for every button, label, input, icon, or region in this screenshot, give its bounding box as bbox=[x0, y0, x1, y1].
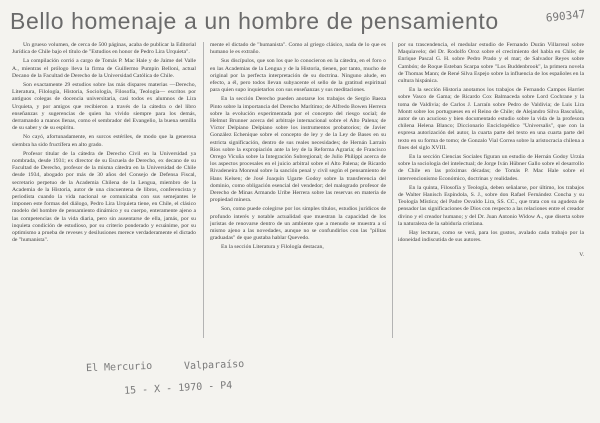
paragraph: Son exactamente 29 estudios sobre las más dispares materias —Derecho, Literatura, Filología, Historia, Sociología, Filosofía, Teología— escritos por antiguos colegas de docencia universitaria, casi todos ex alumnos de Lira Urquieta, y por amigos que recibieron a través de la cátedra o del libro enseñanzas y sugerencias de quien ha vivido siempre para los demás, derramando a manos llenas, como el sembrador del Evangelio, la buena semilla de su saber y de su espíritu. bbox=[12, 82, 196, 132]
article-column-1 bbox=[12, 42, 196, 348]
column-divider bbox=[203, 42, 204, 338]
paragraph: mente el dictado de "humanista". Como al griego clásico, nada de lo que es humano le es extraño. bbox=[210, 42, 386, 56]
paragraph: No cayó, afortunadamente, en surcos estériles, de modo que la generosa siembra ha sido fructífera en alto grado. bbox=[12, 134, 196, 148]
handwritten-date-page: 15 - X - 1970 - P4 bbox=[123, 380, 233, 397]
article-column-2 bbox=[210, 42, 386, 348]
paragraph: Sus discípulos, que son los que lo conocieron en la cátedra, en el foro o en las Academias de la Lengua y de la Historia, tienen, por tanto, mucho de original por la perfecta interpretación de su doctrina. Ninguno alude, en efecto, a él, pero todos llevan subyacente el sello de la gratitud espiritual para quien supo inquietarlos con sus enseñanzas y sus meditaciones. bbox=[210, 58, 386, 94]
paragraph: Hay lecturas, como se verá, para los gustos, avalado cada trabajo por la idoneidad indiscutida de sus autores. bbox=[398, 230, 584, 244]
paragraph: En la quinta, Filosofía y Teología, deben señalarse, por último, los trabajos de Walter Hanisch Espíndola, S. J., sobre don Rafael Fernández Concha y su Teología Mística; del Padre Osvaldo Lira, SS. CC., que trata con su agudeza de pensador las significaciones de Dios con respecto a las relaciones entre el creador divino y el creador humano; y del Dr. Juan Antonio Widow A., que diserta sobre la naturaleza de la sabiduría cristiana. bbox=[398, 184, 584, 227]
handwritten-city: Valparaíso bbox=[183, 358, 245, 373]
paragraph: En la sección Historia anotamos los trabajos de Fernando Campos Harriet sobre Vasco de Gama; de Ricardo Cox Balmaceda sobre Lord Cochrane y la toma de Valdivia; de Carlos J. Larraín sobre Pedro de Valdivia; de Luis Lira Montt sobre los portugueses en el Reino de Chile; de Alejandro Silva Bascuñán, autor de un acucioso y bien documentado estudio sobre la vida de la profesora chilena Helena Blanco; Diccionario Enciclopédico "Universalis", que con la expresa autorización del autor, la cuarta parte del texto en una cuarta parte del texto en su forma de tomo; de Gonzalo Vial Correa sobre la aristocracia chilena a fines del siglo XVIII. bbox=[398, 87, 584, 151]
headline: Bello homenaje a un hombre de pensamiento bbox=[10, 8, 499, 34]
article-column-3 bbox=[398, 42, 584, 348]
paragraph: por su trascendencia, el medular estudio de Fernando Durán Villarreal sobre Maquiavelo; del Dr. Rodolfo Oroz sobre el crecimiento del habla en Chile; de Enrique Pascal G. H. sobre Pedro Prado y el mar; de Salvador Reyes sobre Cambón; de Roque Esteban Scarpa sobre "Los Buddenbrook", la primera novela de Thomas Mann; de René Silva Espejo sobre la influencia de los españoles en la cultura hispánica. bbox=[398, 42, 584, 85]
paragraph: Profesor titular de la cátedra de Derecho Civil en la Universidad ya nombrada, desde 1931; ex director de su Escuela de Derecho, ex decano de su Facultad de Derecho, profesor de la misma cátedra en la Universidad de Chile desde 1934, abogado por más de 30 años del Consejo de Defensa Fiscal, secretario perpetuo de la Academia Chilena de la Lengua, miembro de la Academia de la Historia, autor de una cincuentena de libros, conferencista y periodista cuando la vida nacional se comunicaba con sus semejantes le imponen este formas del diálogo, Pedro Lira Urquieta tiene, en Chile, el clásico modelo del hombre de pensamiento dinámico y su cuerpo, enteramente ajeno a las competencias de la vida diaria, pero sin ausentarse de ella, jamás, por su inquieta condición de estudioso, por su criterio ponderado y ecuánime, por su optimismo a prueba de reveses y desilusiones merece verdaderamente el dictado de "humanista". bbox=[12, 150, 196, 244]
paragraph: En la sección Derecho pueden anotarse los trabajos de Sergio Baeza Pinto sobre la importancia del Derecho Marítimo; de Alfredo Bowen Herrera sobre la evolución experimentada por el concepto del riesgo social; de Helmut Brunner acerca del arbitraje internacional sobre el Alto Palena; de Víctor Delpiano Delpiano sobre los instrumentos probatorios; de Javier González Echenique sobre el concepto de ley y de la Ley de Bases en su estricta significación, dentro de sus reales necesidades; de Hernán Larraín Ríos sobre la expropiación ante la ley de la Reforma Agraria; de Francisco Orrego Vicuña sobre la Integración Subregional; de Julio Philippi acerca de los aspectos procesales en el juicio arbitral sobre el Alto Palena; de Ricardo Rivadeneira Monreal sobre la sanción penal y civil según el pensamiento de Hans Kelsen; de José Joaquín Ugarte Godoy sobre la transferencia del dominio, como obligación esencial del vendedor; del malogrado profesor de Derecho de Minas Armando Uribe Herrera sobre las reservas en materia de propiedad minera. bbox=[210, 96, 386, 204]
paragraph: Un grueso volumen, de cerca de 500 páginas, acaba de publicar la Editorial Jurídica de Chile bajo el título de "Estudios en honor de Pedro Lira Urquieta". bbox=[12, 42, 196, 56]
handwritten-newspaper: El Mercurio bbox=[85, 360, 153, 375]
archive-stamp: 690347 bbox=[545, 7, 587, 25]
column-divider bbox=[392, 42, 393, 338]
paragraph: En la sección Ciencias Sociales figuran un estudio de Hernán Godoy Urzúa sobre la sociología del intelectual; de Jorge Iván Hübner Gallo sobre el desarrollo de Chile en las próximas décadas; de Tomás P. Mac Hale sobre el intervencionismo Económico, doctrinas y realidades. bbox=[398, 154, 584, 182]
author-signature: V. bbox=[579, 252, 584, 259]
paragraph: Son, como puede colegirse por los simples títulos, estudios jurídicos de profundo interés y notable actualidad que muestran la capacidad de los juristas de renovarse dentro de un ambiente que a menudo se muestra a sí mismo ajeno a las novedades, aunque no se confundirlos con las "pilitas graduadas" de que gustaba hablar Quevedo. bbox=[210, 206, 386, 242]
paragraph: En la sección Literatura y Filología destacan, bbox=[221, 244, 324, 251]
paragraph: La compilación corrió a cargo de Tomás P. Mac Hale y de Jaime del Valle A., mientras el prólogo lleva la firma de Guillermo Pumpin Belloni, actual Decano de la Facultad de Derecho de la Universidad Católica de Chile. bbox=[12, 58, 196, 79]
